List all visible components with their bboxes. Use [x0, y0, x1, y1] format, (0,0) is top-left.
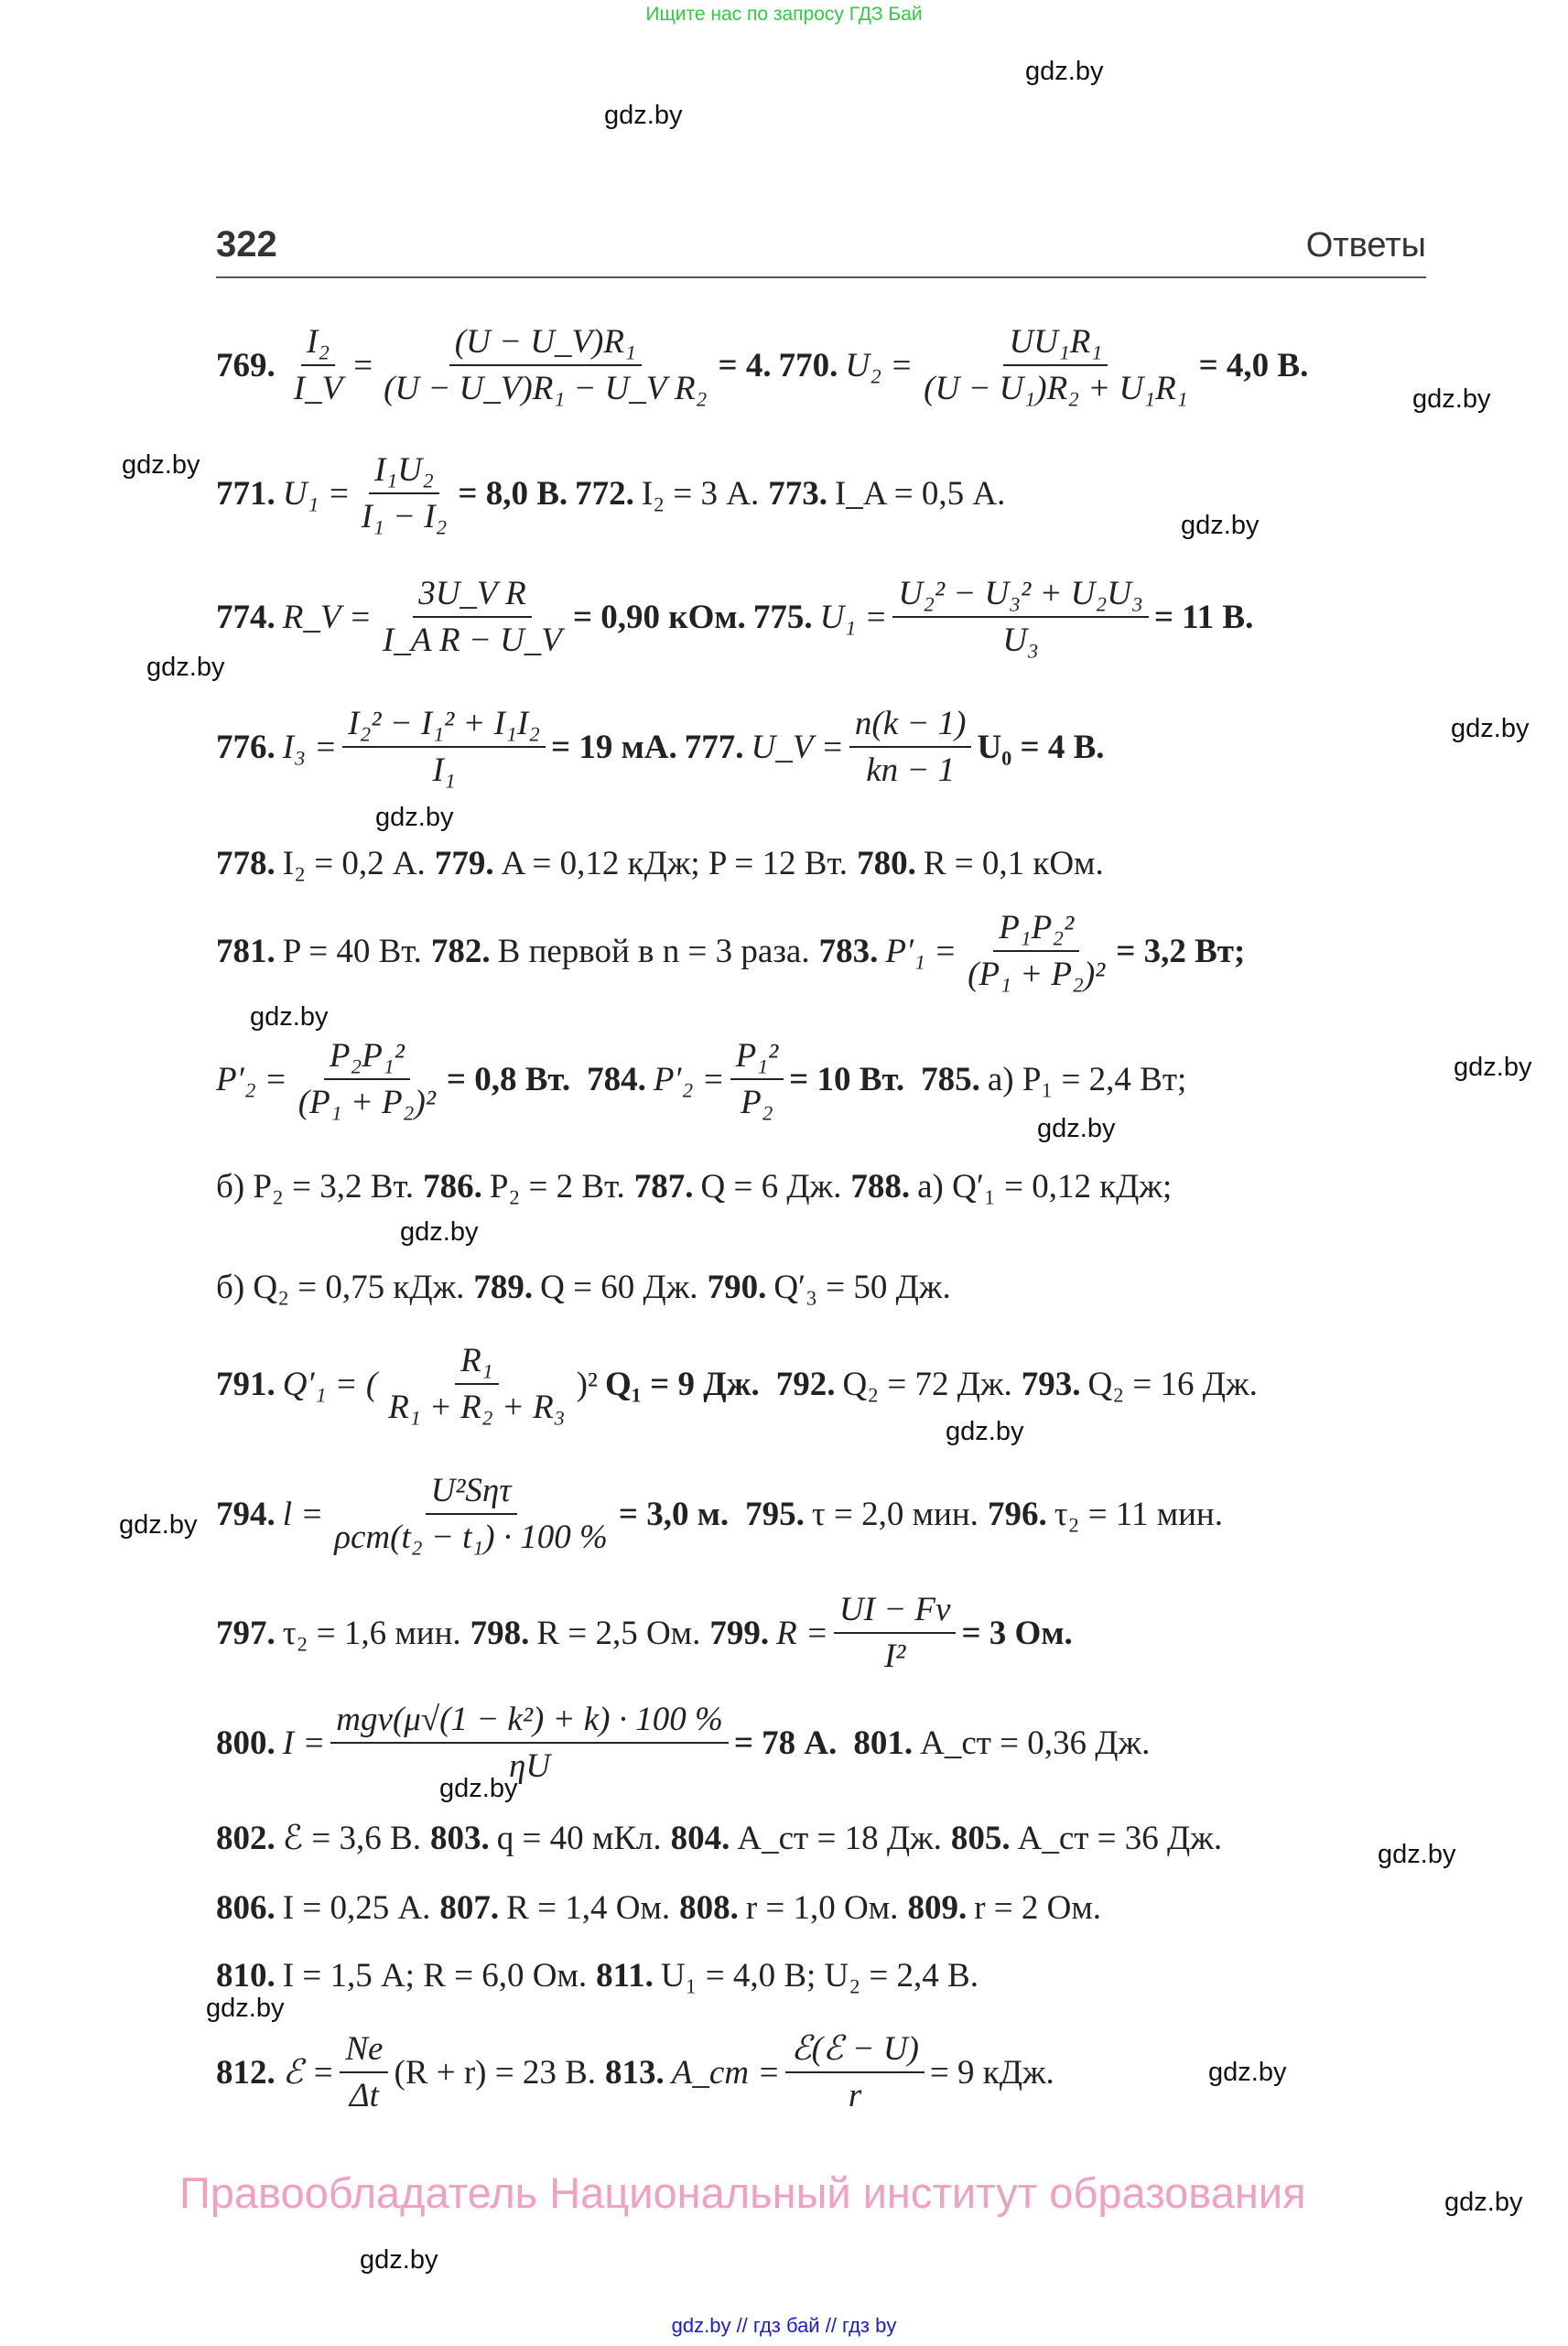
fraction [730, 1039, 784, 1119]
answer-line-776 [216, 707, 1112, 787]
answer-text: A_ст = 36 Дж. [1017, 1820, 1223, 1857]
answer-number: 790. [707, 1269, 767, 1306]
lhs: R = [776, 1614, 828, 1652]
answer-text: U₁ = 4,0 В; U₂ = 2,4 В. [660, 1957, 979, 1995]
answer-number: 782. [430, 932, 491, 970]
watermark: gdz.by [439, 1774, 518, 1803]
answer-text: A_ст = 0,36 Дж. [920, 1724, 1151, 1762]
answer-text: I = 1,5 А; R = 6,0 Ом. [282, 1957, 588, 1995]
lhs: l = [282, 1495, 324, 1533]
fraction-denominator: ρcm(t₂ − t₁) · 100 % [334, 1519, 608, 1556]
answer-number: 786. [423, 1168, 482, 1205]
answer-text: τ₂ = 11 мин. [1054, 1495, 1223, 1533]
fraction [378, 325, 712, 405]
fraction-numerator: U²Sητ [426, 1474, 517, 1515]
answer-number: 781. [216, 932, 276, 970]
watermark: gdz.by [1025, 57, 1104, 86]
watermark: gdz.by [206, 1994, 285, 2023]
lhs: I = [282, 1724, 326, 1762]
answer-text: I₂ = 3 А. [641, 474, 760, 513]
lhs: P′₂ = [216, 1060, 287, 1098]
fraction [293, 1039, 441, 1119]
answer-number: 807. [439, 1889, 500, 1927]
answer-number: 809. [907, 1889, 968, 1927]
answer-number: 806. [216, 1889, 276, 1927]
answer-text: а) Q′₁ = 0,12 кДж; [917, 1168, 1173, 1205]
result: = 4,0 В. [1198, 346, 1309, 384]
result: = 3,2 Вт; [1116, 932, 1246, 970]
lhs: U_V = [751, 728, 844, 766]
answer-line-774 [216, 577, 1260, 657]
answer-number: 812. [216, 2053, 276, 2092]
header-rule [216, 276, 1426, 278]
answer-number: 785. [921, 1060, 980, 1098]
answer-number: 773. [768, 474, 827, 513]
watermark: gdz.by [146, 653, 225, 682]
answer-line-800 [216, 1703, 1150, 1783]
result: Q₁ = 9 Дж. [604, 1365, 760, 1403]
answer-text: R = 2,5 Ом. [536, 1614, 701, 1652]
result: = 11 В. [1153, 598, 1254, 636]
answer-text: q = 40 мКл. [496, 1820, 662, 1857]
answer-text: (R + r) = 23 В. [394, 2053, 597, 2092]
answer-number: 783. [818, 932, 879, 970]
answer-number: 796. [987, 1495, 1047, 1533]
lhs: A_ст = [671, 2053, 781, 2092]
answer-text: A = 0,12 кДж; P = 12 Вт. [501, 845, 849, 882]
result: = 3,0 м. [618, 1495, 730, 1533]
answer-line-771 [216, 453, 1005, 534]
fraction-denominator: U₃ [1002, 622, 1039, 659]
fraction-numerator: ℰ(ℰ − U) [785, 2032, 925, 2073]
watermark: gdz.by [400, 1217, 479, 1247]
answer-number: 775. [752, 598, 813, 636]
watermark: gdz.by [360, 2245, 438, 2275]
lhs: I₃ = [282, 728, 338, 766]
top-note: Ищите нас по запросу ГДЗ Бай [645, 4, 923, 25]
fraction [834, 1593, 957, 1673]
watermark: gdz.by [1454, 1053, 1532, 1082]
answer-line-789 [216, 1270, 951, 1304]
fraction-denominator: I_V [293, 370, 343, 407]
lhs: P′₁ = [885, 932, 957, 970]
answer-text: В первой в n = 3 раза. [497, 932, 810, 970]
fraction-denominator: (P₁ + P₂)² [968, 956, 1106, 993]
fraction-numerator: n(k − 1) [849, 707, 972, 748]
answer-text: Q = 6 Дж. [700, 1168, 842, 1205]
answer-line-786 [216, 1170, 1172, 1204]
answer-number: 776. [216, 728, 276, 766]
answer-text: Q₂ = 72 Дж. [842, 1365, 1012, 1403]
result: U₀ = 4 В. [977, 728, 1105, 766]
watermark: gdz.by [946, 1417, 1024, 1446]
answer-text: б) P₂ = 3,2 Вт. [216, 1168, 415, 1205]
answer-line-778 [216, 847, 1104, 881]
answer-text: = 9 кДж. [929, 2053, 1054, 2092]
result: = 8,0 В. [458, 474, 568, 513]
answer-number: 769. [216, 346, 276, 384]
fraction-numerator: UU₁R₁ [1003, 325, 1108, 366]
fraction-denominator: P₂ [741, 1084, 773, 1121]
answer-number: 772. [575, 474, 634, 513]
result: = 10 Вт. [789, 1060, 905, 1098]
answer-number: 788. [850, 1168, 911, 1205]
answer-text: P₂ = 2 Вт. [489, 1168, 625, 1205]
fraction-numerator: 3U_V R [413, 577, 532, 618]
answer-text: Q₂ = 16 Дж. [1087, 1365, 1258, 1403]
watermark: gdz.by [1378, 1840, 1456, 1869]
result: = 78 А. [733, 1724, 838, 1762]
fraction [377, 577, 568, 657]
fraction [330, 1703, 729, 1783]
page-number: 322 [216, 224, 277, 265]
answer-line-802 [216, 1822, 1222, 1855]
fraction-numerator: U₂² − U₃² + U₂U₃ [892, 577, 1148, 618]
watermark: gdz.by [122, 450, 200, 480]
fraction-denominator: kn − 1 [866, 751, 956, 789]
answer-number: 784. [587, 1060, 646, 1098]
answer-number: 811. [596, 1957, 654, 1995]
result: = 0,8 Вт. [446, 1060, 571, 1098]
fraction-denominator: I₁ [432, 751, 456, 789]
fraction [849, 707, 972, 787]
fraction-numerator: P₁² [730, 1039, 784, 1080]
watermark: gdz.by [119, 1510, 198, 1540]
fraction-numerator: (U − U_V)R₁ [449, 325, 642, 366]
answer-line-784 [216, 1039, 1186, 1119]
answer-number: 793. [1021, 1365, 1081, 1403]
fraction-numerator: mgv(μ√(1 − k²) + k) · 100 % [330, 1703, 729, 1744]
lhs: U₁ = [282, 474, 351, 513]
fraction-denominator: I_A R − U_V [383, 622, 562, 659]
fraction [329, 1474, 613, 1554]
answer-text: τ₂ = 1,6 мин. [282, 1614, 461, 1652]
answer-number: 801. [853, 1724, 914, 1762]
fraction [342, 707, 546, 787]
answer-number: 804. [670, 1820, 730, 1857]
answer-number: 771. [216, 474, 276, 513]
answer-text: I = 0,25 А. [282, 1889, 431, 1927]
lhs: P′₂ = [653, 1060, 725, 1098]
fraction-denominator: (P₁ + P₂)² [297, 1084, 436, 1121]
answer-text: ℰ = 3,6 В. [282, 1820, 421, 1857]
closing-paren: )² [576, 1365, 598, 1403]
fraction-denominator: (U − U₁)R₂ + U₁R₁ [924, 370, 1188, 407]
answer-number: 791. [216, 1365, 276, 1403]
fraction-numerator: UI − Fv [834, 1593, 957, 1634]
answer-text: а) P₁ = 2,4 Вт; [987, 1060, 1187, 1098]
fraction-denominator: (U − U_V)R₁ − U_V R₂ [384, 370, 708, 407]
answer-text: R = 1,4 Ом. [506, 1889, 671, 1927]
fraction [288, 325, 348, 405]
answer-number: 799. [709, 1614, 770, 1652]
answer-number: 798. [470, 1614, 530, 1652]
answer-number: 813. [605, 2053, 665, 2092]
answer-line-806 [216, 1891, 1101, 1925]
fraction-numerator: P₂P₁² [324, 1039, 410, 1080]
answer-line-769 [216, 325, 1315, 405]
answer-line-781 [216, 911, 1252, 991]
equals-sign: = [353, 346, 373, 384]
answer-number: 780. [857, 845, 916, 882]
watermark: gdz.by [604, 101, 683, 130]
lhs: ℰ = [282, 2053, 335, 2092]
answer-text: I₂ = 0,2 А. [282, 845, 426, 882]
answer-text: R = 0,1 кОм. [923, 845, 1104, 882]
watermark: gdz.by [1037, 1114, 1116, 1143]
answer-text: Q = 60 Дж. [540, 1269, 698, 1306]
answer-text: б) Q₂ = 0,75 кДж. [216, 1269, 465, 1306]
fraction-denominator: Δt [349, 2077, 379, 2114]
fraction [892, 577, 1148, 657]
answer-number: 803. [429, 1820, 490, 1857]
answer-number: 789. [473, 1269, 534, 1306]
result: = 3 Ом. [961, 1614, 1073, 1652]
answer-number: 777. [684, 728, 744, 766]
answer-number: 770. [778, 346, 838, 384]
answer-number: 808. [679, 1889, 739, 1927]
answer-text: τ = 2,0 мин. [811, 1495, 979, 1533]
result: = 0,90 кОм. [572, 598, 746, 636]
watermark: gdz.by [1444, 2188, 1523, 2217]
fraction-denominator: R₁ + R₂ + R₃ [388, 1389, 566, 1426]
fraction-numerator: P₁P₂² [993, 911, 1079, 952]
answer-number: 794. [216, 1495, 276, 1533]
fraction [918, 325, 1193, 405]
fraction-denominator: r [848, 2077, 862, 2114]
fraction-denominator: I₁ − I₂ [361, 498, 448, 535]
fraction [340, 2032, 388, 2113]
fraction [962, 911, 1110, 991]
running-head: Ответы [1305, 226, 1426, 265]
answer-number: 802. [216, 1820, 276, 1857]
answer-number: 787. [633, 1168, 694, 1205]
fraction-denominator: ηU [509, 1747, 551, 1785]
fraction [356, 453, 453, 534]
watermark: gdz.by [1181, 511, 1260, 540]
copyright-notice: Правообладатель Национальный институт образования [179, 2168, 1306, 2217]
lhs: Q′₁ = ( [282, 1365, 378, 1403]
answer-number: 805. [950, 1820, 1011, 1857]
answer-text: r = 2 Ом. [974, 1889, 1102, 1927]
result: = 4. [718, 346, 772, 384]
fraction-denominator: I² [883, 1638, 906, 1675]
answer-number: 774. [216, 598, 276, 636]
fraction-numerator: I₁U₂ [369, 453, 439, 494]
footer-links[interactable]: gdz.by // гдз бай // гдз by [671, 2314, 897, 2337]
answer-line-797 [216, 1593, 1080, 1673]
answer-line-810 [216, 1959, 979, 1993]
answer-number: 797. [216, 1614, 276, 1652]
lhs: U₁ = [819, 598, 888, 636]
fraction [785, 2032, 925, 2113]
answer-number: 778. [216, 845, 276, 882]
watermark: gdz.by [375, 803, 454, 832]
result: = 19 мА. [551, 728, 677, 766]
watermark: gdz.by [250, 1002, 329, 1032]
lhs: U₂ = [845, 346, 914, 384]
answer-number: 800. [216, 1724, 276, 1762]
answer-text: A_ст = 18 Дж. [737, 1820, 942, 1857]
fraction-numerator: I₂² − I₁² + I₁I₂ [342, 707, 546, 748]
watermark: gdz.by [1208, 2058, 1287, 2087]
answer-text: r = 1,0 Ом. [745, 1889, 899, 1927]
answer-text: Q′₃ = 50 Дж. [773, 1269, 951, 1306]
fraction-numerator: Ne [340, 2032, 388, 2073]
answer-line-794 [216, 1474, 1223, 1554]
answer-line-812 [216, 2032, 1054, 2113]
answer-number: 792. [775, 1365, 836, 1403]
fraction [383, 1344, 570, 1424]
answer-text: I_A = 0,5 А. [834, 474, 1006, 513]
fraction-numerator: R₁ [455, 1344, 498, 1385]
watermark: gdz.by [1412, 384, 1491, 414]
lhs: R_V = [282, 598, 373, 636]
answer-line-791 [216, 1344, 1258, 1424]
answer-number: 795. [745, 1495, 805, 1533]
answer-number: 810. [216, 1957, 276, 1995]
fraction-numerator: I₂ [301, 325, 335, 366]
watermark: gdz.by [1451, 714, 1530, 743]
answer-number: 779. [434, 845, 494, 882]
answer-text: P = 40 Вт. [282, 932, 422, 970]
